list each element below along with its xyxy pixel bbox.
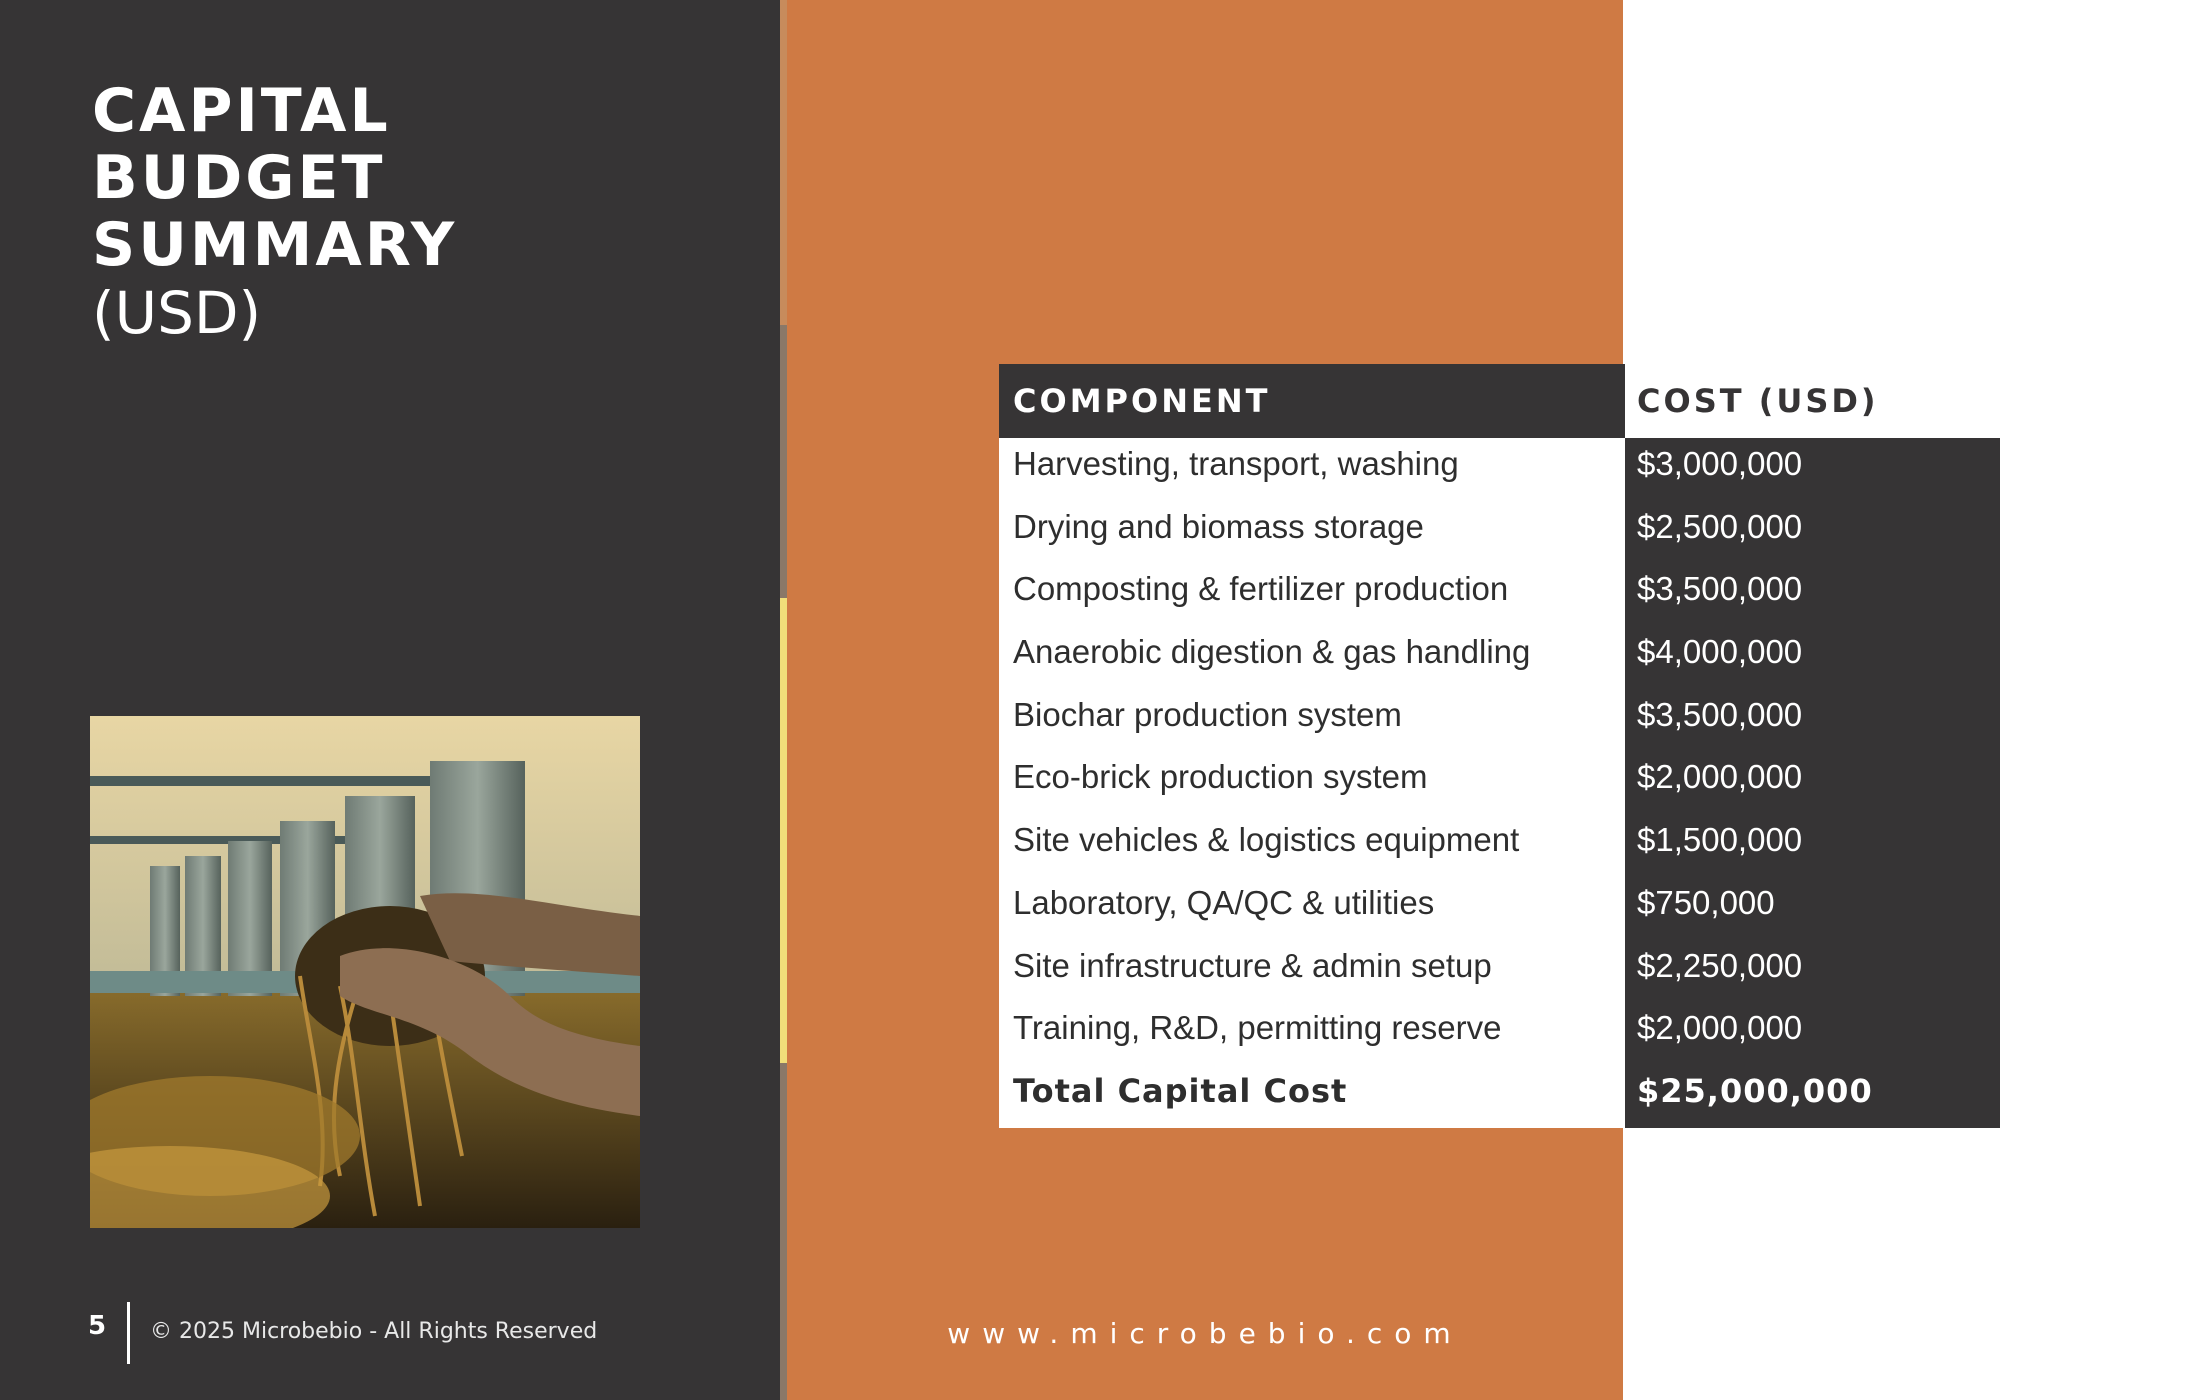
- header-component: COMPONENT: [999, 364, 1625, 438]
- seaweed-biomass-photo: [90, 716, 640, 1228]
- component-cell: Harvesting, transport, washing: [999, 438, 1625, 501]
- divider-accent-top: [780, 0, 787, 325]
- cost-cell: $2,250,000: [1625, 940, 2000, 1003]
- slide-title: [92, 78, 457, 347]
- page-number: 5: [88, 1311, 107, 1341]
- component-cell: Training, R&D, permitting reserve: [999, 1002, 1625, 1065]
- table-row: [999, 689, 2000, 752]
- title-line-currency: (USD): [92, 279, 262, 347]
- total-label: Total Capital Cost: [999, 1065, 1625, 1128]
- header-cost: COST (USD): [1625, 364, 2000, 438]
- component-cell: Drying and biomass storage: [999, 501, 1625, 564]
- component-cell: Eco-brick production system: [999, 751, 1625, 814]
- cost-cell: $750,000: [1625, 877, 2000, 940]
- table-row: [999, 1002, 2000, 1065]
- component-cell: Laboratory, QA/QC & utilities: [999, 877, 1625, 940]
- component-cell: Biochar production system: [999, 689, 1625, 752]
- table-header-row: [999, 364, 2000, 438]
- cost-cell: $3,500,000: [1625, 563, 2000, 626]
- component-cell: Composting & fertilizer production: [999, 563, 1625, 626]
- table-row: [999, 814, 2000, 877]
- title-line-summary: SUMMARY: [92, 210, 458, 280]
- total-cost: $25,000,000: [1625, 1065, 2000, 1128]
- title-line-budget: BUDGET: [92, 143, 386, 213]
- table-row: [999, 751, 2000, 814]
- cost-cell: $1,500,000: [1625, 814, 2000, 877]
- table-total-row: [999, 1065, 2000, 1128]
- cost-cell: $3,000,000: [1625, 438, 2000, 501]
- cost-cell: $2,500,000: [1625, 501, 2000, 564]
- copyright-text: © 2025 Microbebio - All Rights Reserved: [150, 1319, 598, 1344]
- component-cell: Anaerobic digestion & gas handling: [999, 626, 1625, 689]
- component-cell: Site vehicles & logistics equipment: [999, 814, 1625, 877]
- cost-cell: $4,000,000: [1625, 626, 2000, 689]
- component-cell: Site infrastructure & admin setup: [999, 940, 1625, 1003]
- footer-divider: [127, 1302, 130, 1364]
- cost-cell: $3,500,000: [1625, 689, 2000, 752]
- website-link[interactable]: www.microbebio.com: [947, 1317, 1463, 1350]
- panel-divider-strip: [780, 0, 787, 1400]
- table-row: [999, 626, 2000, 689]
- table-row: [999, 563, 2000, 626]
- capital-budget-table: [999, 364, 2000, 1128]
- table-row: [999, 438, 2000, 501]
- cost-cell: $2,000,000: [1625, 751, 2000, 814]
- table-row: [999, 940, 2000, 1003]
- table-row: [999, 501, 2000, 564]
- title-line-capital: CAPITAL: [92, 76, 391, 146]
- table-row: [999, 877, 2000, 940]
- divider-accent-yellow: [780, 598, 787, 1063]
- cost-cell: $2,000,000: [1625, 1002, 2000, 1065]
